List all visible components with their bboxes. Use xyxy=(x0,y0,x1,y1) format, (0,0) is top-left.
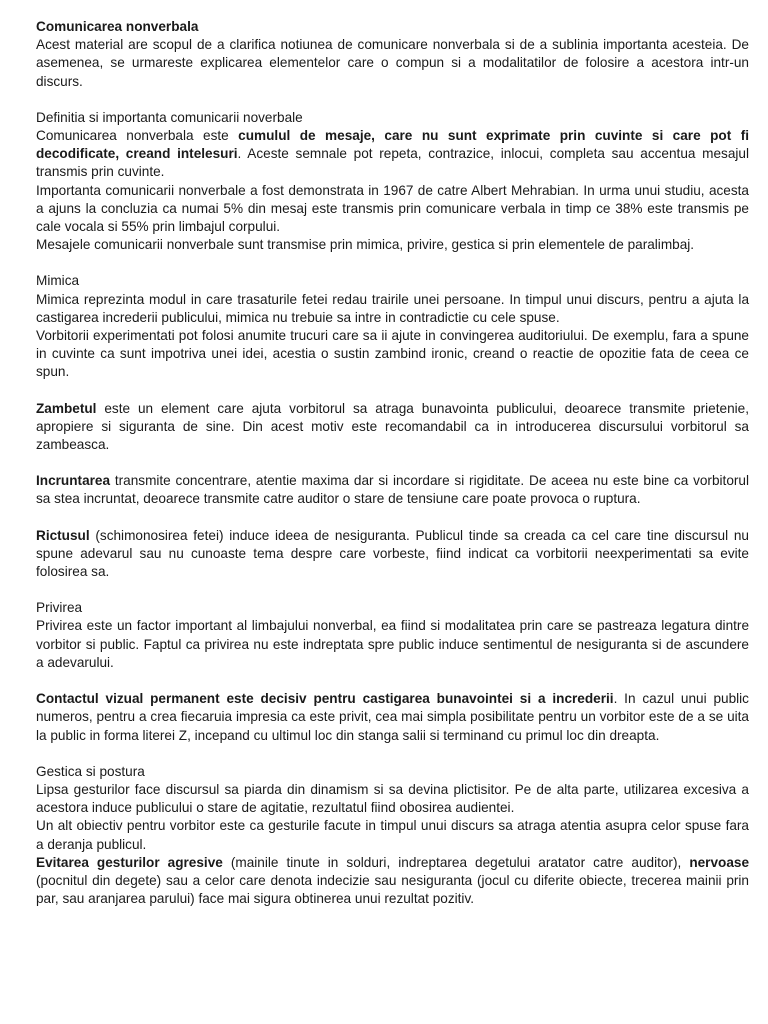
spacer xyxy=(36,745,749,763)
gestica-paragraph: Lipsa gesturilor face discursul sa piarda din dinamism si sa devina plictisitor. Pe de alta parte, utilizarea excesiva a acestora induce publicului o stare de agitatie, rezultatul fiind obosirea audientei. xyxy=(36,781,749,816)
mimica-paragraph: Mimica reprezinta modul in care trasaturile fetei redau trairile unei persoane. In timpul unui discurs, pentru a ajuta la castigarea increderii publicului, mimica nu trebuie sa intre in contradictie cu cele spuse. xyxy=(36,291,749,325)
channels-paragraph: Mesajele comunicarii nonverbale sunt transmise prin mimica, privire, gestica si prin elementele de paralimbaj. xyxy=(36,237,695,253)
privirea-paragraph: Privirea este un factor important al limbajului nonverbal, ea fiind si modalitatea prin care se pastreaza legatura dintre vorbitor si public. Faptul ca privirea nu este indreptata spre public induce sentimentul de nesiguranta si de ascundere a adevarului. xyxy=(36,618,749,670)
intro-paragraph: Acest material are scopul de a clarifica notiunea de comunicare nonverbala si de a sublinia importanta acesteia. De asemenea, se urmareste explicarea elementelor care o compun si a modalitatilor de folosire a acestora intr-un discurs. xyxy=(36,37,749,89)
definition-paragraph: Comunicarea nonverbala este cumulul de mesaje, care nu sunt exprimate prin cuvinte si care pot fi decodificate, creand intelesuri. Aceste semnale pot repeta, contrazice, inlocui, completa sau accentua mesajul transmis prin cuvinte. xyxy=(36,128,749,180)
spacer xyxy=(36,672,749,690)
rictusul-paragraph: Rictusul (schimonosirea fetei) induce ideea de nesiguranta. Publicul tinde sa creada ca cel care tine discursul nu spune adevarul sau nu cunoaste tema despre care vorbeste, fiind indicat ca vorbitorii neexperimentati sa evite folosirea sa. xyxy=(36,527,749,580)
spacer xyxy=(36,581,749,599)
section-heading-mimica: Mimica xyxy=(36,273,80,289)
spacer xyxy=(36,454,749,472)
section-heading-gestica: Gestica si postura xyxy=(36,763,145,779)
section-heading-definitie: Definitia si importanta comunicarii noverbale xyxy=(36,109,303,125)
incruntarea-paragraph: Incruntarea transmite concentrare, atentie maxima dar si incordare si rigiditate. De aceea nu este bine ca vorbitorul sa stea incruntat, deoarece transmite catre auditor o stare de tensiune care poate provoca o ruptura. xyxy=(36,473,749,507)
spacer xyxy=(36,254,749,272)
spacer xyxy=(36,91,749,109)
contact-vizual-paragraph: Contactul vizual permanent este decisiv pentru castigarea bunavointei si a increderii. In cazul unui public numeros, pentru a crea fiecaruia impresia ca este privit, cea mai simpla posibilitate pentru un vorbitor este de a se uita la public in forma literei Z, incepand cu ultimul loc din stanga salii si terminand cu primul loc din dreapta. xyxy=(36,691,749,743)
mehrabian-paragraph: Importanta comunicarii nonverbale a fost demonstrata in 1967 de catre Albert Mehrabian. In urma unui studiu, acesta a ajuns la concluzia ca numai 5% din mesaj este transmis prin comunicare verbala in timp ce 38% este transmis pe cale vocala si 55% prin limbajul corpului. xyxy=(36,182,749,235)
spacer xyxy=(36,382,749,400)
document-page xyxy=(36,18,749,908)
section-heading-privirea: Privirea xyxy=(36,600,83,616)
spacer xyxy=(36,509,749,527)
zambetul-paragraph: Zambetul este un element care ajuta vorbitorul sa atraga bunavointa publicului, deoarece transmite prietenie, apropiere si siguranta de sine. Din acest motiv este recomandabil ca in introducerea discursului vorbitorul sa zambeasca. xyxy=(36,400,749,453)
gestica-objective-paragraph: Un alt obiectiv pentru vorbitor este ca gesturile facute in timpul unui discurs sa atraga atentia asupra celor spuse fara a deranja publicul. xyxy=(36,818,749,852)
gestica-avoid-paragraph: Evitarea gesturilor agresive (mainile tinute in solduri, indreptarea degetului aratator catre auditor), nervoase (pocnitul din degete) sau a celor care denota indecizie sau nesiguranta (jocul cu diferite obiecte, trecerea mainii prin par, sau aranjarea parului) face mai sigura obtinerea unui rezultat pozitiv. xyxy=(36,854,750,907)
mimica-tricks-paragraph: Vorbitorii experimentati pot folosi anumite trucuri care sa ii ajute in convingerea auditoriului. De exemplu, fara a spune in cuvinte ca sunt impotriva unei idei, acestia o sustin zambind ironic, creand o reactie de opozitie fata de ceea ce spun. xyxy=(36,328,749,380)
document-title: Comunicarea nonverbala xyxy=(36,19,199,34)
